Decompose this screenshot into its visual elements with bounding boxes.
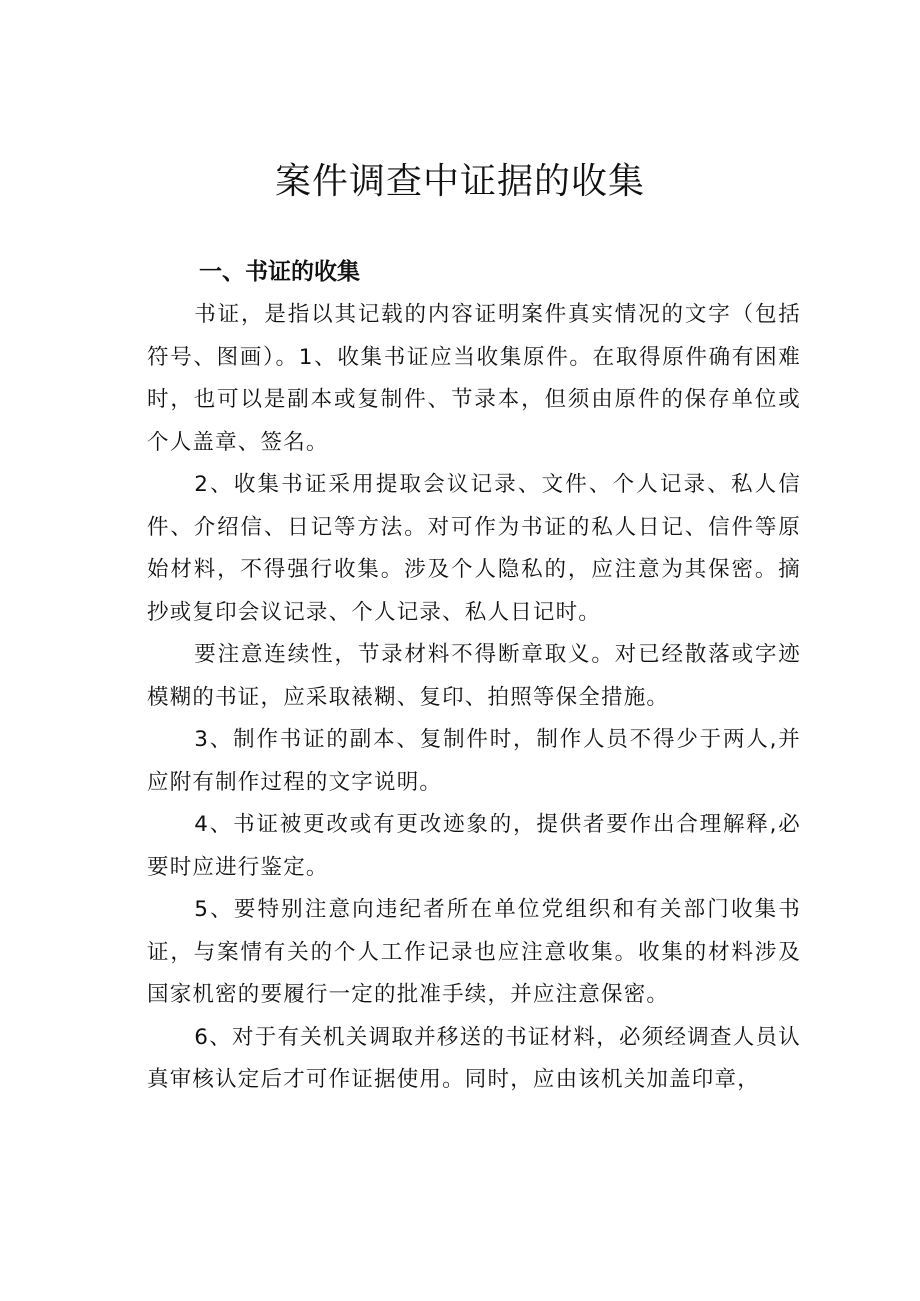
paragraph-1: 书证，是指以其记载的内容证明案件真实情况的文字（包括符号、图画）。1、收集书证应当收集原件。在取得原件确有困难时，也可以是副本或复制件、节录本，但须由原件的保存单位或个人盖章、签名。 (147, 302, 801, 455)
section-heading: 一、书证的收集 (199, 259, 360, 285)
document-body (147, 294, 801, 1102)
paragraph-5: 4、书证被更改或有更改迹象的，提供者要作出合理解释,必要时应进行鉴定。 (147, 812, 801, 880)
paragraph-2: 2、收集书证采用提取会议记录、文件、个人记录、私人信件、介绍信、日记等方法。对可作为书证的私人日记、信件等原始材料，不得强行收集。涉及个人隐私的，应注意为其保密。摘抄或复印会议记录、个人记录、私人日记时。 (147, 472, 801, 625)
document-title: 案件调查中证据的收集 (274, 161, 645, 202)
paragraph-6: 5、要特别注意向违纪者所在单位党组织和有关部门收集书证，与案情有关的个人工作记录也应注意收集。收集的材料涉及国家机密的要履行一定的批准手续，并应注意保密。 (147, 897, 801, 1007)
paragraph-4: 3、制作书证的副本、复制件时，制作人员不得少于两人,并应附有制作过程的文字说明。 (147, 727, 801, 795)
paragraph-3: 要注意连续性，节录材料不得断章取义。对已经散落或字迹模糊的书证，应采取裱糊、复印、拍照等保全措施。 (147, 642, 801, 710)
paragraph-7: 6、对于有关机关调取并移送的书证材料，必须经调查人员认真审核认定后才可作证据使用。同时，应由该机关加盖印章， (147, 1024, 801, 1092)
